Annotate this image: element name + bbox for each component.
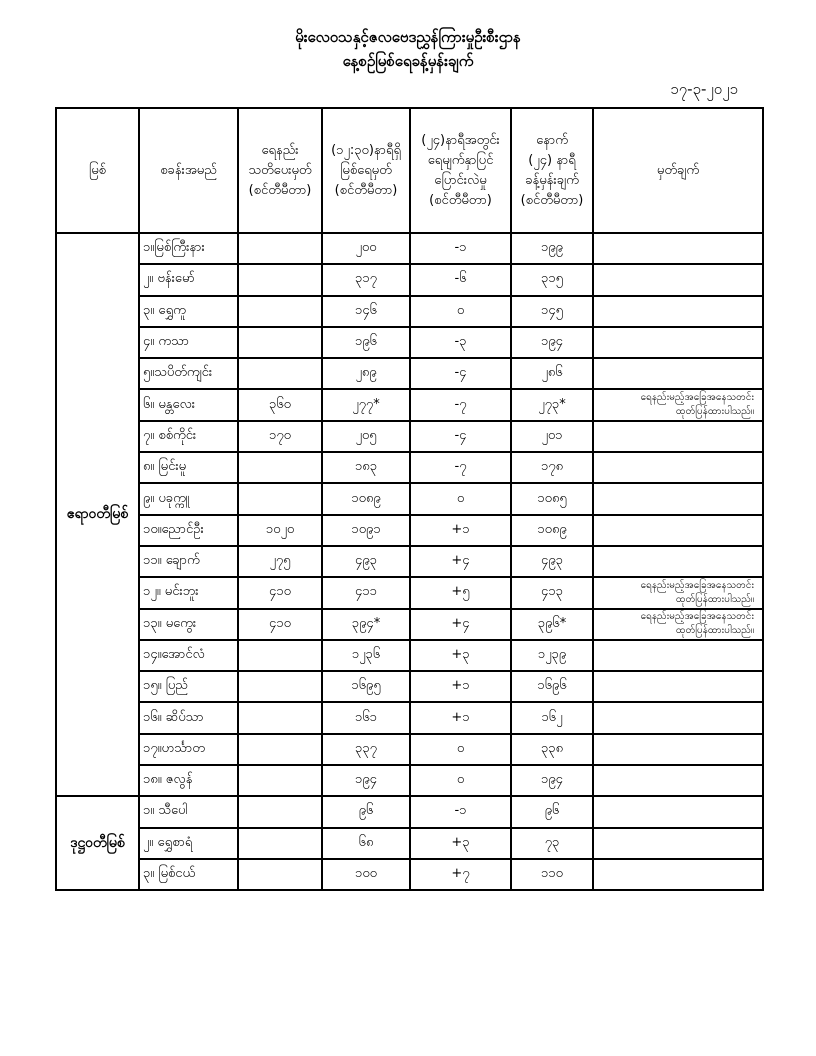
remarks-cell: [593, 671, 763, 702]
danger-level-cell: [238, 796, 322, 827]
forecast-cell: ၁၉၄: [511, 765, 593, 796]
remarks-cell: [593, 515, 763, 546]
change-cell: -၆: [410, 264, 511, 295]
current-level-cell: ၉၆: [322, 796, 410, 827]
station-cell: ၂။ ဗန်းမော်: [139, 264, 238, 295]
change-cell: -၁: [410, 796, 511, 827]
change-cell: -၄: [410, 421, 511, 452]
current-level-cell: ၆၈: [322, 828, 410, 859]
forecast-cell: ၂၀၁: [511, 421, 593, 452]
forecast-cell: ၁၉၉: [511, 233, 593, 264]
river-level-table: [55, 107, 764, 891]
table-row: [56, 483, 763, 514]
header-danger-level: ရေနည်း သတိပေးမှတ် (စင်တီမီတာ): [238, 108, 322, 233]
remarks-cell: [593, 828, 763, 859]
station-cell: ၁၃။ မကွေး: [139, 609, 238, 640]
remarks-cell: [593, 640, 763, 671]
change-cell: ၀: [410, 765, 511, 796]
danger-level-cell: [238, 859, 322, 890]
station-cell: ၅။သပိတ်ကျင်း: [139, 358, 238, 389]
river-name-cell: ဒုဋ္ဌဝတီမြစ်: [56, 796, 139, 890]
change-cell: -၇: [410, 389, 511, 420]
change-cell: +၁: [410, 702, 511, 733]
forecast-cell: ၃၁၅: [511, 264, 593, 295]
change-cell: +၁: [410, 515, 511, 546]
change-cell: +၄: [410, 609, 511, 640]
danger-level-cell: [238, 734, 322, 765]
danger-level-cell: [238, 296, 322, 327]
forecast-cell: ၉၆: [511, 796, 593, 827]
forecast-cell: ၁၆၉၆: [511, 671, 593, 702]
change-cell: +၄: [410, 546, 511, 577]
report-title: မိုးလေဝသနှင့်ဇလဗေဒညွှန်ကြားမှုဦးစီးဌာန: [295, 28, 521, 46]
danger-level-cell: [238, 264, 322, 295]
danger-level-cell: ၃၆၀: [238, 389, 322, 420]
table-row: [56, 828, 763, 859]
current-level-cell: ၄၁၁: [322, 577, 410, 608]
forecast-cell: ၃၃၈: [511, 734, 593, 765]
current-level-cell: ၁၂၃၆: [322, 640, 410, 671]
danger-level-cell: [238, 671, 322, 702]
danger-level-cell: [238, 765, 322, 796]
current-level-cell: ၁၉၆: [322, 327, 410, 358]
station-cell: ၆။ မန္တလေး: [139, 389, 238, 420]
danger-level-cell: ၄၁၀: [238, 609, 322, 640]
remarks-cell: ရေနည်းမည့်အခြေအနေသတင်း ထုတ်ပြန်ထားပါသည်။: [593, 577, 763, 608]
change-cell: +၁: [410, 671, 511, 702]
remarks-cell: [593, 859, 763, 890]
remarks-cell: [593, 327, 763, 358]
header-forecast: နောက် (၂၄) နာရီ ခန့်မှန်းချက် (စင်တီမီတာ): [511, 108, 593, 233]
table-row: [56, 389, 763, 420]
remarks-cell: ရေနည်းမည့်အခြေအနေသတင်း ထုတ်ပြန်ထားပါသည်။: [593, 609, 763, 640]
forecast-cell: ၁၇၈: [511, 452, 593, 483]
station-cell: ၃။ ရွှေကူ: [139, 296, 238, 327]
table-row: [56, 358, 763, 389]
current-level-cell: ၁၈၃: [322, 452, 410, 483]
forecast-cell: ၁၀၈၅: [511, 483, 593, 514]
station-cell: ၁၆။ ဆိပ်သာ: [139, 702, 238, 733]
river-name-cell: ဧရာဝတီမြစ်: [56, 233, 139, 796]
remarks-cell: [593, 546, 763, 577]
forecast-cell: ၁၆၂: [511, 702, 593, 733]
table-row: [56, 296, 763, 327]
table-header-row: [56, 108, 763, 233]
current-level-cell: ၃၁၇: [322, 264, 410, 295]
table-row: [56, 421, 763, 452]
change-cell: ၀: [410, 734, 511, 765]
danger-level-cell: ၄၁၀: [238, 577, 322, 608]
report-date: ၁၇-၃-၂၀၂၁: [670, 80, 738, 98]
table-row: [56, 765, 763, 796]
danger-level-cell: [238, 483, 322, 514]
danger-level-cell: [238, 702, 322, 733]
remarks-cell: [593, 358, 763, 389]
current-level-cell: ၁၄၆: [322, 296, 410, 327]
table-row: [56, 859, 763, 890]
table-row: [56, 577, 763, 608]
current-level-cell: ၁၀၉၁: [322, 515, 410, 546]
change-cell: -၃: [410, 327, 511, 358]
station-cell: ၁၇။ဟင်္သာတ: [139, 734, 238, 765]
forecast-cell: ၁၉၄: [511, 327, 593, 358]
table-row: [56, 233, 763, 264]
danger-level-cell: [238, 327, 322, 358]
table-row: [56, 796, 763, 827]
forecast-cell: ၁၁၀: [511, 859, 593, 890]
table-row: [56, 734, 763, 765]
change-cell: -၄: [410, 358, 511, 389]
change-cell: ၀: [410, 483, 511, 514]
station-cell: ၂။ ရွှေစာရံ: [139, 828, 238, 859]
change-cell: ၀: [410, 296, 511, 327]
station-cell: ၁၀။ညောင်ဦး: [139, 515, 238, 546]
station-cell: ၁၅။ ပြည်: [139, 671, 238, 702]
station-cell: ၃။ မြစ်ငယ်: [139, 859, 238, 890]
current-level-cell: ၁၆၁: [322, 702, 410, 733]
station-cell: ၁။ သီပေါ: [139, 796, 238, 827]
forecast-cell: ၁၂၃၉: [511, 640, 593, 671]
current-level-cell: ၃၉၄*: [322, 609, 410, 640]
danger-level-cell: [238, 358, 322, 389]
header-station: စခန်းအမည်: [139, 108, 238, 233]
current-level-cell: ၄၉၃: [322, 546, 410, 577]
change-cell: -၇: [410, 452, 511, 483]
forecast-cell: ၄၉၃: [511, 546, 593, 577]
danger-level-cell: ၁၇၀: [238, 421, 322, 452]
change-cell: -၁: [410, 233, 511, 264]
forecast-cell: ၄၁၃: [511, 577, 593, 608]
report-subtitle: နေ့စဉ်မြစ်ရေခန့်မှန်းချက်: [342, 52, 474, 70]
remarks-cell: [593, 765, 763, 796]
station-cell: ၄။ ကသာ: [139, 327, 238, 358]
header-remarks: မှတ်ချက်: [593, 108, 763, 233]
change-cell: +၅: [410, 577, 511, 608]
danger-level-cell: [238, 640, 322, 671]
station-cell: ၁၈။ ဇလွန်: [139, 765, 238, 796]
remarks-cell: [593, 264, 763, 295]
danger-level-cell: [238, 233, 322, 264]
station-cell: ၉။ ပခုက္ကူ: [139, 483, 238, 514]
current-level-cell: ၁၉၄: [322, 765, 410, 796]
current-level-cell: ၂၀၀: [322, 233, 410, 264]
header-river: မြစ်: [56, 108, 139, 233]
danger-level-cell: [238, 828, 322, 859]
change-cell: +၃: [410, 640, 511, 671]
table-body: [56, 233, 763, 890]
current-level-cell: ၂၇၇*: [322, 389, 410, 420]
remarks-cell: [593, 233, 763, 264]
remarks-cell: [593, 734, 763, 765]
station-cell: ၈။ မြင်းမူ: [139, 452, 238, 483]
forecast-cell: ၇၃: [511, 828, 593, 859]
danger-level-cell: ၁၀၂၀: [238, 515, 322, 546]
remarks-cell: [593, 296, 763, 327]
station-cell: ၁။မြစ်ကြီးနား: [139, 233, 238, 264]
station-cell: ၁၁။ ချောက်: [139, 546, 238, 577]
header-24h-change: (၂၄)နာရီအတွင်း ရေမျက်နှာပြင် ပြောင်းလဲမှု (စင်တီမီတာ): [410, 108, 511, 233]
remarks-cell: [593, 483, 763, 514]
current-level-cell: ၁၀၈၉: [322, 483, 410, 514]
remarks-cell: [593, 702, 763, 733]
table-row: [56, 515, 763, 546]
remarks-cell: [593, 421, 763, 452]
current-level-cell: ၂၈၉: [322, 358, 410, 389]
table-row: [56, 671, 763, 702]
change-cell: +၇: [410, 859, 511, 890]
forecast-cell: ၂၇၃*: [511, 389, 593, 420]
current-level-cell: ၁၆၉၅: [322, 671, 410, 702]
change-cell: +၃: [410, 828, 511, 859]
table-row: [56, 702, 763, 733]
station-cell: ၇။ စစ်ကိုင်း: [139, 421, 238, 452]
forecast-cell: ၁၄၅: [511, 296, 593, 327]
table-row: [56, 452, 763, 483]
table-row: [56, 264, 763, 295]
forecast-cell: ၁၀၈၉: [511, 515, 593, 546]
current-level-cell: ၁၀၀: [322, 859, 410, 890]
forecast-cell: ၂၈၆: [511, 358, 593, 389]
remarks-cell: [593, 796, 763, 827]
table-row: [56, 546, 763, 577]
station-cell: ၁၄။အောင်လံ: [139, 640, 238, 671]
danger-level-cell: ၂၇၅: [238, 546, 322, 577]
header-current-level: (၁၂:၃၀)နာရီရှိ မြစ်ရေမှတ် (စင်တီမီတာ): [322, 108, 410, 233]
station-cell: ၁၂။ မင်းဘူး: [139, 577, 238, 608]
table-row: [56, 327, 763, 358]
remarks-cell: [593, 452, 763, 483]
table-row: [56, 609, 763, 640]
table-row: [56, 640, 763, 671]
forecast-cell: ၃၉၆*: [511, 609, 593, 640]
remarks-cell: ရေနည်းမည့်အခြေအနေသတင်း ထုတ်ပြန်ထားပါသည်။: [593, 389, 763, 420]
current-level-cell: ၂၀၅: [322, 421, 410, 452]
current-level-cell: ၃၃၇: [322, 734, 410, 765]
danger-level-cell: [238, 452, 322, 483]
